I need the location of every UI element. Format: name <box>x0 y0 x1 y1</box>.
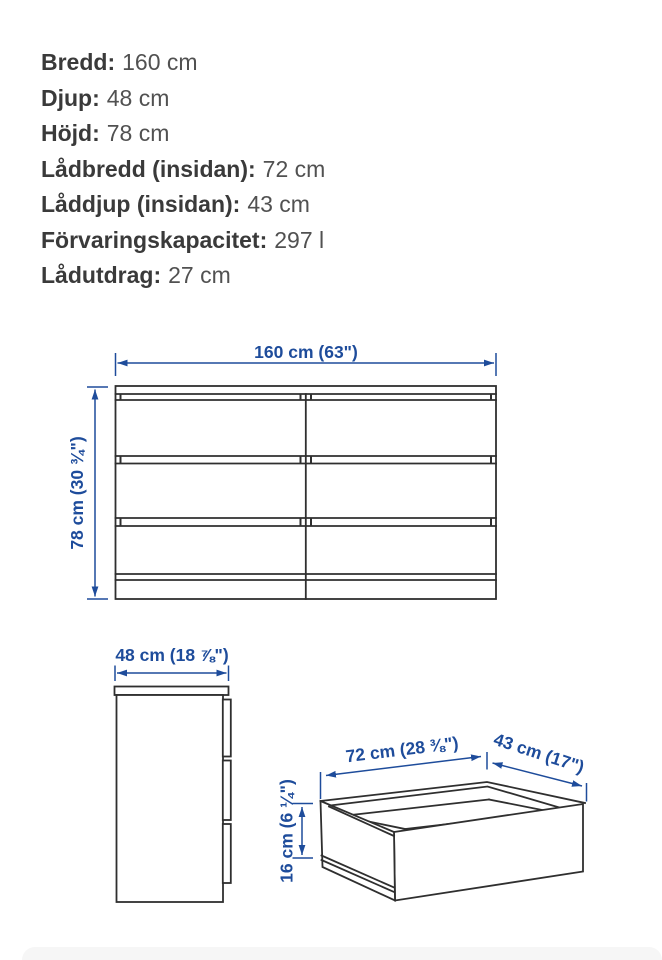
drawer-inner-depth-label: 43 cm (17") <box>491 728 587 778</box>
drawer-outer-rim <box>321 782 586 803</box>
side-view-diagram <box>115 645 231 902</box>
spec-label: Låddjup (insidan): <box>41 191 241 217</box>
drawer-inner-width-label: 72 cm (28 ⅜") <box>344 732 460 767</box>
side-top-panel <box>115 687 229 696</box>
drawer-inner-height-label: 16 cm (6 ¼") <box>276 779 297 883</box>
front-width-dimension <box>116 342 497 376</box>
drawer-diagram <box>277 729 587 901</box>
spec-row-hojd <box>41 116 325 152</box>
spec-value: 78 cm <box>106 120 170 146</box>
front-height-dimension <box>67 387 108 599</box>
side-body <box>117 695 224 902</box>
dimension-diagrams <box>0 335 662 920</box>
side-depth-dimension-label: 48 cm (18 ⅞") <box>115 645 229 665</box>
drawer-front-face <box>394 804 583 901</box>
front-height-dimension-label: 78 cm (30 ¾") <box>67 436 87 550</box>
spec-row-forvaringskapacitet <box>41 223 325 259</box>
side-drawer-edges <box>223 700 231 884</box>
spec-value: 72 cm <box>262 155 326 182</box>
spec-label: Bredd: <box>41 49 116 75</box>
spec-row-bredd <box>41 45 325 81</box>
drawer-side-panel-edge <box>321 801 396 901</box>
next-page-preview <box>22 947 662 960</box>
side-depth-dimension <box>115 645 229 681</box>
spec-label: Förvaringskapacitet: <box>41 226 268 253</box>
spec-value: 297 l <box>274 226 325 253</box>
drawer-inner-height-dimension <box>277 779 314 883</box>
drawer-inner-depth-dimension <box>491 729 586 802</box>
spec-label: Lådutdrag: <box>41 262 162 288</box>
spec-row-djup <box>41 81 325 117</box>
spec-value: 48 cm <box>106 84 170 111</box>
spec-row-ladbredd <box>41 152 325 188</box>
spec-row-ladutdrag <box>41 258 325 294</box>
spec-label: Höjd: <box>41 120 100 146</box>
spec-list <box>41 45 325 294</box>
spec-label: Djup: <box>41 84 100 111</box>
spec-value: 43 cm <box>247 191 310 217</box>
front-width-dimension-label: 160 cm (63") <box>254 342 358 362</box>
spec-value: 27 cm <box>168 262 231 288</box>
spec-value: 160 cm <box>122 49 198 75</box>
spec-row-laddjup <box>41 187 325 223</box>
front-view-diagram <box>67 342 496 599</box>
spec-label: Lådbredd (insidan): <box>41 155 256 182</box>
